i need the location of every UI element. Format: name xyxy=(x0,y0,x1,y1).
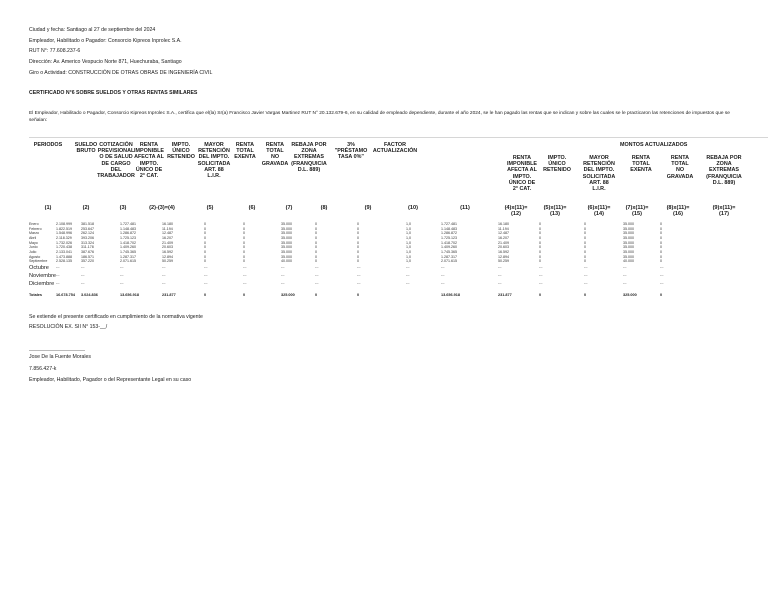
column-number-15: (7)x(11)= (15) xyxy=(625,205,649,218)
table-cell: 1.822.519 xyxy=(56,226,72,231)
table-cell: 0 xyxy=(315,245,317,249)
table-cell: --- xyxy=(406,265,410,269)
table-cell: 0 xyxy=(315,293,318,297)
table-cell: 0 xyxy=(243,250,245,254)
column-header-16: RENTA TOTAL NO GRAVADA xyxy=(666,155,694,180)
column-header-10: 3% "PRÉSTAMO TASA 0%" xyxy=(334,142,368,161)
table-cell: 1.473.888 xyxy=(56,254,72,259)
column-number-11: (11) xyxy=(460,205,470,211)
period-label: Noviembre xyxy=(29,273,57,279)
signature-line xyxy=(29,350,85,351)
table-cell: 0 xyxy=(584,254,586,259)
employer-name: Empleador, Habilitado o Pagador: Consorcio Kipreos Inproleс S.A. xyxy=(29,38,182,44)
table-cell: 0 xyxy=(660,293,663,297)
column-number-10: (10) xyxy=(408,205,418,211)
table-cell: 21.409 xyxy=(498,240,509,245)
table-cell: 1.287.317 xyxy=(441,254,457,259)
table-cell: --- xyxy=(623,273,627,277)
table-cell: --- xyxy=(357,281,361,285)
table-cell: 262.124 xyxy=(81,231,94,235)
table-cell: 0 xyxy=(539,226,541,231)
table-cell: 1.418.702 xyxy=(441,240,457,245)
period-label: Octubre xyxy=(29,265,49,271)
column-header-6: MAYOR RETENCIÓN DEL IMPTO. SOLICITADA ART. 88 L.I.R. xyxy=(197,142,231,180)
table-cell: 0 xyxy=(243,222,245,226)
table-cell: --- xyxy=(162,281,166,285)
table-cell: 1,0 xyxy=(406,259,411,263)
table-cell: 1.732.026 xyxy=(56,240,72,245)
table-cell: 0 xyxy=(584,226,586,231)
table-cell: 0 xyxy=(204,231,206,235)
table-cell: 0 xyxy=(539,250,541,254)
signer-rut: 7.856.427-k xyxy=(29,366,57,372)
table-cell: --- xyxy=(584,273,588,277)
table-cell: --- xyxy=(441,281,445,285)
table-cell: 1.418.702 xyxy=(120,240,136,245)
table-cell: --- xyxy=(204,281,208,285)
table-cell: 0 xyxy=(539,245,541,249)
table-cell: 0 xyxy=(660,226,662,231)
table-cell: 387.676 xyxy=(81,250,94,254)
table-cell: --- xyxy=(441,265,445,269)
table-cell: 357.220 xyxy=(81,259,94,263)
table-cell: 1.720.438 xyxy=(56,245,72,249)
table-cell: 35.000 xyxy=(281,250,292,254)
table-cell: 0 xyxy=(315,259,317,263)
employer-address: Dirección: Av. Americo Vespucio Norte 871, Huechuraba, Santiago xyxy=(29,59,182,65)
table-cell: --- xyxy=(281,281,285,285)
table-cell: 0 xyxy=(357,231,359,235)
table-cell: 0 xyxy=(357,222,359,226)
column-header-3: COTIZACIÓN PREVISIONAL O DE SALUD DE CARGO DEL TRABAJADOR xyxy=(97,142,135,180)
table-cell: 2.071.615 xyxy=(120,259,136,263)
table-cell: --- xyxy=(584,281,588,285)
table-cell: --- xyxy=(660,265,664,269)
table-cell: 35.000 xyxy=(623,222,634,226)
table-cell: 0 xyxy=(204,222,206,226)
table-cell: 1.148.483 xyxy=(441,226,457,231)
employer-activity: Giro o Actividad: CONSTRUCCIÓN DE OTRAS OBRAS DE INGENIERÍA CIVIL xyxy=(29,70,213,76)
table-cell: --- xyxy=(81,273,85,277)
table-cell: --- xyxy=(623,281,627,285)
table-cell: 0 xyxy=(243,231,245,235)
table-cell: 0 xyxy=(357,250,359,254)
table-cell: 1.548.996 xyxy=(56,231,72,235)
table-cell: 1.745.365 xyxy=(441,250,457,254)
table-cell: 35.000 xyxy=(281,226,292,231)
table-cell: 0 xyxy=(204,254,206,259)
column-header-1: PERIODOS xyxy=(33,142,63,148)
table-cell: --- xyxy=(660,273,664,277)
table-cell: 1,0 xyxy=(406,222,411,226)
table-cell: 1,0 xyxy=(406,240,411,245)
table-cell: 12.487 xyxy=(498,231,509,235)
table-cell: 35.000 xyxy=(623,254,634,259)
table-cell: --- xyxy=(406,281,410,285)
table-cell: 0 xyxy=(357,245,359,249)
column-header-2: SUELDO BRUTO xyxy=(74,142,98,155)
table-cell: 0 xyxy=(357,236,359,240)
period-label: Totales xyxy=(29,293,43,297)
table-cell: 16.678.754 xyxy=(56,293,76,297)
table-cell: --- xyxy=(498,281,502,285)
table-cell: 16.180 xyxy=(498,222,509,226)
table-cell: 393.206 xyxy=(81,236,94,240)
table-cell: --- xyxy=(56,281,60,285)
table-cell: 12.894 xyxy=(498,254,509,259)
column-header-15: RENTA TOTAL EXENTA xyxy=(630,155,652,174)
period-label: Abril xyxy=(29,236,37,240)
table-cell: --- xyxy=(81,265,85,269)
table-cell: 0 xyxy=(243,245,245,249)
table-cell: 2.108.999 xyxy=(56,222,72,226)
table-cell: 35.000 xyxy=(623,240,634,245)
period-label: Septiembre xyxy=(29,259,48,263)
table-cell: --- xyxy=(204,265,208,269)
table-cell: 0 xyxy=(660,250,662,254)
table-cell: 21.409 xyxy=(162,240,173,245)
table-cell: 1.727.481 xyxy=(441,222,457,226)
top-divider xyxy=(29,137,768,138)
table-cell: --- xyxy=(584,265,588,269)
table-cell: 186.571 xyxy=(81,254,94,259)
employer-rut: RUT N°: 77.608.237-6 xyxy=(29,48,81,54)
table-cell: 2.528.135 xyxy=(56,259,72,263)
table-cell: 35.000 xyxy=(623,236,634,240)
table-cell: 2.071.615 xyxy=(441,259,457,263)
table-cell: 0 xyxy=(243,226,245,231)
column-number-5: (5) xyxy=(206,205,214,211)
table-cell: 1,0 xyxy=(406,236,411,240)
table-cell: --- xyxy=(162,265,166,269)
table-cell: 0 xyxy=(539,293,542,297)
column-number-17: (9)x(11)= (17) xyxy=(712,205,736,218)
column-number-7: (7) xyxy=(285,205,293,211)
table-cell: 1.745.365 xyxy=(120,250,136,254)
period-label: Julio xyxy=(29,250,37,254)
column-header-4: RENTA IMPONIBLE AFECTA AL IMPTO. ÚNICO DE 2° CAT. xyxy=(134,142,164,180)
table-cell: 20.603 xyxy=(162,245,173,249)
table-cell: 16.592 xyxy=(498,250,509,254)
table-cell: --- xyxy=(120,281,124,285)
table-cell: 0 xyxy=(204,250,206,254)
table-cell: --- xyxy=(281,273,285,277)
table-cell: --- xyxy=(243,281,247,285)
table-cell: --- xyxy=(162,273,166,277)
table-cell: 0 xyxy=(357,226,359,231)
table-cell: 40.000 xyxy=(281,259,292,263)
table-cell: 0 xyxy=(539,240,541,245)
table-cell: --- xyxy=(406,273,410,277)
table-cell: 0 xyxy=(539,222,541,226)
table-cell: 35.000 xyxy=(623,245,634,249)
table-cell: 0 xyxy=(315,222,317,226)
table-cell: 325.000 xyxy=(281,293,295,297)
table-cell: 0 xyxy=(539,259,541,263)
table-cell: 13.656.918 xyxy=(120,293,140,297)
table-cell: 0 xyxy=(584,250,586,254)
table-cell: 1.727.481 xyxy=(120,222,136,226)
table-cell: 0 xyxy=(357,293,360,297)
table-cell: --- xyxy=(357,273,361,277)
table-cell: 0 xyxy=(204,245,206,249)
table-cell: 0 xyxy=(660,254,662,259)
column-header-7: RENTA TOTAL EXENTA xyxy=(234,142,256,161)
table-cell: 231.877 xyxy=(162,293,176,297)
table-cell: 35.000 xyxy=(623,250,634,254)
table-cell: 0 xyxy=(660,231,662,235)
table-cell: 35.000 xyxy=(623,226,634,231)
column-number-2: (2) xyxy=(82,205,90,211)
table-cell: 11.194 xyxy=(162,226,173,231)
column-number-14: (6)x(11)= (14) xyxy=(587,205,611,218)
table-cell: --- xyxy=(539,273,543,277)
table-cell: 2.118.329 xyxy=(56,236,72,240)
table-cell: 0 xyxy=(315,254,317,259)
table-cell: 16.207 xyxy=(162,236,173,240)
table-cell: 231.877 xyxy=(498,293,512,297)
table-cell: 0 xyxy=(315,236,317,240)
table-cell: 0 xyxy=(584,231,586,235)
table-cell: --- xyxy=(281,265,285,269)
table-cell: --- xyxy=(441,273,445,277)
table-cell: 0 xyxy=(660,240,662,245)
issue-date: Ciudad y fecha: Santiago al 27 de septiembre del 2024 xyxy=(29,27,156,33)
table-cell: --- xyxy=(315,265,319,269)
period-label: Febrero xyxy=(29,226,42,231)
table-cell: 1.725.123 xyxy=(120,236,136,240)
table-cell: 0 xyxy=(660,245,662,249)
period-label: Enero xyxy=(29,222,39,226)
table-cell: --- xyxy=(498,273,502,277)
table-cell: 0 xyxy=(315,240,317,245)
table-cell: --- xyxy=(315,281,319,285)
montos-actualizados-label: MONTOS ACTUALIZADOS xyxy=(620,142,688,148)
table-cell: --- xyxy=(539,281,543,285)
table-cell: 1,0 xyxy=(406,254,411,259)
table-cell: --- xyxy=(204,273,208,277)
column-number-12: (4)x(11)= (12) xyxy=(504,205,528,218)
signer-role: Empleador, Habilitado, Pagador o del Representante Legal en su caso xyxy=(29,377,192,383)
table-cell: 381.518 xyxy=(81,222,94,226)
column-header-9: REBAJA POR ZONA EXTREMAS (FRANQUICIA D.L. 889) xyxy=(291,142,327,173)
table-cell: 0 xyxy=(357,259,359,263)
table-cell: --- xyxy=(539,265,543,269)
table-cell: --- xyxy=(243,273,247,277)
table-cell: 253.647 xyxy=(81,226,94,231)
column-header-14: MAYOR RETENCIÓN DEL IMPTO. SOLICITADA ART. 88 L.I.R. xyxy=(582,155,616,193)
column-header-12: RENTA IMPONIBLE AFECTA AL IMPTO. ÚNICO DE 2° CAT. xyxy=(507,155,537,193)
table-cell: 1,0 xyxy=(406,250,411,254)
table-cell: 0 xyxy=(357,240,359,245)
table-cell: 0 xyxy=(204,293,207,297)
table-cell: 35.000 xyxy=(281,231,292,235)
column-header-8: RENTA TOTAL NO GRAVADA xyxy=(261,142,289,167)
table-cell: 0 xyxy=(584,222,586,226)
table-cell: 13.656.918 xyxy=(441,293,461,297)
table-cell: 0 xyxy=(243,293,246,297)
table-cell: 0 xyxy=(660,259,662,263)
table-cell: 2.133.041 xyxy=(56,250,72,254)
table-cell: 0 xyxy=(204,240,206,245)
table-cell: --- xyxy=(357,265,361,269)
table-cell: 1.148.483 xyxy=(120,226,136,231)
certificate-title: CERTIFICADO N°6 SOBRE SUELDOS Y OTRAS RENTAS SIMILARES xyxy=(29,90,198,96)
table-cell: 325.000 xyxy=(623,293,637,297)
period-label: Mayo xyxy=(29,240,38,245)
table-cell: 16.180 xyxy=(162,222,173,226)
table-cell: --- xyxy=(315,273,319,277)
column-number-6: (6) xyxy=(248,205,256,211)
table-cell: 0 xyxy=(204,236,206,240)
table-cell: 50.259 xyxy=(162,259,173,263)
table-cell: 1,0 xyxy=(406,231,411,235)
table-cell: 1,0 xyxy=(406,245,411,249)
table-cell: 0 xyxy=(584,236,586,240)
table-cell: 0 xyxy=(539,254,541,259)
table-cell: 35.000 xyxy=(281,240,292,245)
table-cell: 0 xyxy=(660,222,662,226)
column-header-17: REBAJA POR ZONA EXTREMAS (FRANQUICIA D.L. 889) xyxy=(706,155,742,186)
table-cell: 20.603 xyxy=(498,245,509,249)
column-number-16: (8)x(11)= (16) xyxy=(666,205,690,218)
table-cell: 11.194 xyxy=(498,226,509,231)
table-cell: 1.287.317 xyxy=(120,254,136,259)
table-cell: 0 xyxy=(539,231,541,235)
column-number-8: (8) xyxy=(320,205,328,211)
table-cell: 1.409.260 xyxy=(441,245,457,249)
table-cell: 50.259 xyxy=(498,259,509,263)
table-cell: 40.000 xyxy=(623,259,634,263)
column-header-11: FACTOR ACTUALIZACIÓN xyxy=(372,142,418,155)
table-cell: 0 xyxy=(315,250,317,254)
column-number-4: (2)-(3)=(4) xyxy=(149,205,175,211)
table-cell: 1.286.872 xyxy=(441,231,457,235)
table-cell: 0 xyxy=(584,259,586,263)
table-cell: 0 xyxy=(357,254,359,259)
table-cell: --- xyxy=(56,273,60,277)
table-cell: 0 xyxy=(539,236,541,240)
table-cell: --- xyxy=(660,281,664,285)
table-cell: 311.178 xyxy=(81,245,94,249)
table-cell: --- xyxy=(498,265,502,269)
table-cell: 0 xyxy=(584,240,586,245)
intro-paragraph: El Empleador, Habilitado o Pagador, Consorcio Kipreos Inproleс S.A., certifica que el(la) Sr(a) Francisco Javier Vargas Martinez RUT N° 20.132.679-6, en su calidad de empleado dependiente, durante el año 2024, se le han pagado las rentas que se indican y sobre las cuales se le practicaron las retenciones de impuestos que se señalan: xyxy=(29,111,730,123)
period-label: Agosto xyxy=(29,254,41,259)
table-cell: 1.409.260 xyxy=(120,245,136,249)
column-number-9: (9) xyxy=(364,205,372,211)
column-header-13: IMPTO. ÚNICO RETENIDO xyxy=(543,155,571,174)
table-cell: 16.207 xyxy=(498,236,509,240)
table-cell: 0 xyxy=(315,231,317,235)
table-cell: 35.000 xyxy=(623,231,634,235)
table-cell: 12.487 xyxy=(162,231,173,235)
table-cell: 35.000 xyxy=(281,245,292,249)
table-cell: 1,0 xyxy=(406,226,411,231)
table-cell: --- xyxy=(243,265,247,269)
table-cell: 0 xyxy=(315,226,317,231)
column-number-3: (3) xyxy=(119,205,127,211)
period-label: Marzo xyxy=(29,231,39,235)
footer-statement: Se extiende el presente certificado en cumplimiento de la normativa vigente xyxy=(29,314,203,320)
table-cell: 0 xyxy=(243,254,245,259)
table-cell: --- xyxy=(56,265,60,269)
table-cell: 1.725.123 xyxy=(441,236,457,240)
period-label: Diciembre xyxy=(29,281,55,287)
column-number-1: (1) xyxy=(44,205,52,211)
table-cell: 35.000 xyxy=(281,254,292,259)
table-cell: 35.000 xyxy=(281,236,292,240)
table-cell: 313.324 xyxy=(81,240,94,245)
signer-name: Jose De la Fuente Morales xyxy=(29,354,91,360)
table-cell: 3.024.836 xyxy=(81,293,98,297)
table-cell: 1.286.872 xyxy=(120,231,136,235)
table-cell: --- xyxy=(120,273,124,277)
table-cell: 0 xyxy=(204,226,206,231)
table-cell: 0 xyxy=(660,236,662,240)
table-cell: 0 xyxy=(204,259,206,263)
table-cell: 0 xyxy=(243,259,245,263)
table-cell: 0 xyxy=(243,236,245,240)
table-cell: --- xyxy=(120,265,124,269)
table-cell: 35.000 xyxy=(281,222,292,226)
column-header-5: IMPTO. ÚNICO RETENIDO xyxy=(167,142,195,161)
column-number-13: (5)x(11)= (13) xyxy=(543,205,567,218)
table-cell: --- xyxy=(623,265,627,269)
table-cell: --- xyxy=(81,281,85,285)
table-cell: 12.894 xyxy=(162,254,173,259)
table-cell: 0 xyxy=(243,240,245,245)
table-cell: 0 xyxy=(584,245,586,249)
table-cell: 0 xyxy=(584,293,587,297)
table-cell: 16.592 xyxy=(162,250,173,254)
footer-resolution: RESOLUCIÓN EX. SII N° 153-__/ xyxy=(29,324,108,330)
period-label: Junio xyxy=(29,245,38,249)
